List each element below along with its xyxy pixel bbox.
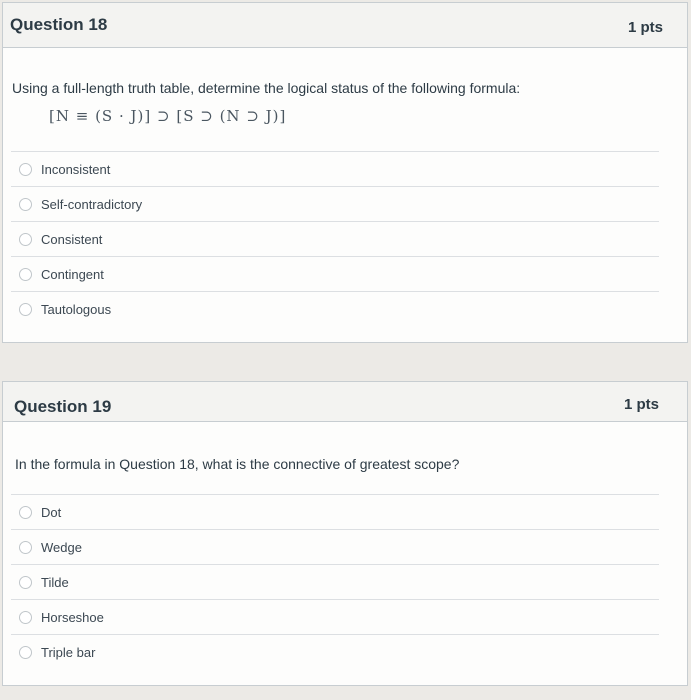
question-points: 1 pts bbox=[628, 19, 664, 36]
question-prompt: In the formula in Question 18, what is the connective of greatest scope? bbox=[15, 456, 460, 472]
radio-button[interactable] bbox=[19, 506, 32, 519]
radio-button[interactable] bbox=[19, 646, 32, 659]
radio-button[interactable] bbox=[19, 268, 32, 281]
answer-label: Horseshoe bbox=[41, 609, 104, 625]
answer-option[interactable] bbox=[11, 186, 659, 221]
radio-button[interactable] bbox=[19, 198, 32, 211]
radio-button[interactable] bbox=[19, 611, 32, 624]
question-18-card bbox=[2, 2, 688, 343]
question-points: 1 pts bbox=[624, 396, 660, 413]
question-19-card bbox=[2, 381, 688, 686]
radio-button[interactable] bbox=[19, 541, 32, 554]
answer-option[interactable] bbox=[11, 494, 659, 529]
answer-label: Tilde bbox=[41, 574, 69, 590]
answer-label: Contingent bbox=[41, 266, 104, 282]
answer-label: Wedge bbox=[41, 539, 82, 555]
question-title: Question 18 bbox=[10, 15, 108, 34]
answer-label: Self-contradictory bbox=[41, 196, 143, 212]
radio-button[interactable] bbox=[19, 303, 32, 316]
question-prompt: Using a full-length truth table, determine the logical status of the following formula: bbox=[12, 80, 521, 96]
radio-button[interactable] bbox=[19, 233, 32, 246]
answer-option[interactable] bbox=[11, 291, 659, 326]
answer-option[interactable] bbox=[11, 599, 659, 634]
answer-label: Triple bar bbox=[41, 644, 96, 660]
logic-formula: [N ≡ (S · J)] ⊃ [S ⊃ (N ⊃ J)] bbox=[49, 107, 287, 125]
answer-label: Tautologous bbox=[41, 301, 112, 317]
answer-option[interactable] bbox=[11, 529, 659, 564]
question-19-header bbox=[3, 382, 687, 422]
answer-label: Dot bbox=[41, 504, 62, 520]
answer-label: Consistent bbox=[41, 231, 103, 247]
question-18-header bbox=[3, 3, 687, 48]
answer-option[interactable] bbox=[11, 256, 659, 291]
answer-option[interactable] bbox=[11, 634, 659, 669]
answer-option[interactable] bbox=[11, 564, 659, 599]
answer-option[interactable] bbox=[11, 151, 659, 186]
answer-option[interactable] bbox=[11, 221, 659, 256]
question-title: Question 19 bbox=[14, 397, 112, 416]
radio-button[interactable] bbox=[19, 576, 32, 589]
answer-label: Inconsistent bbox=[41, 161, 111, 177]
radio-button[interactable] bbox=[19, 163, 32, 176]
